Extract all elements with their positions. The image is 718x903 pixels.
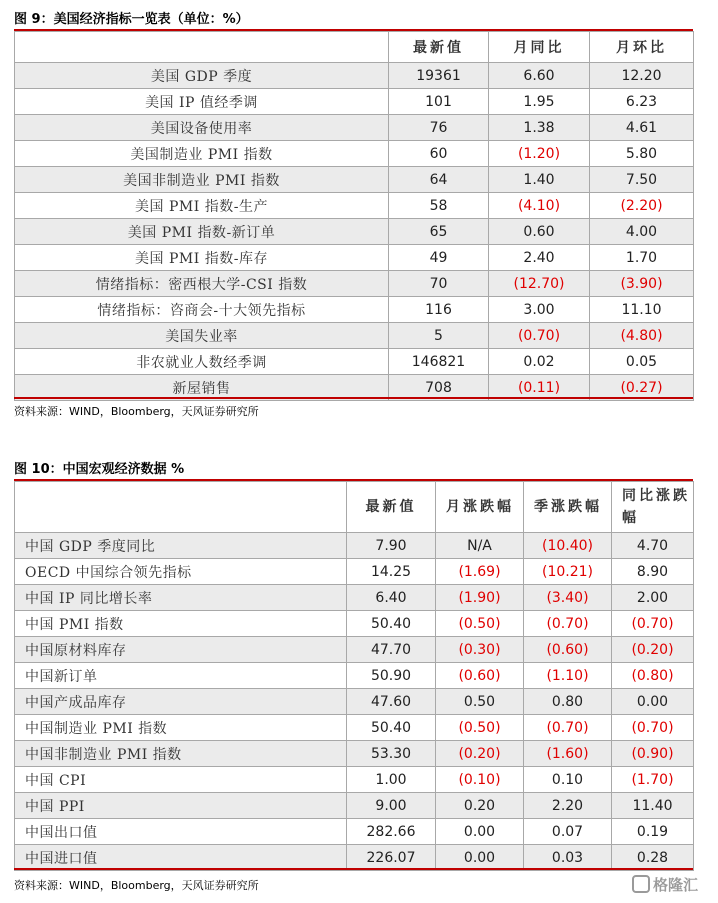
header-cell: 月环比 xyxy=(590,32,694,63)
table-row xyxy=(15,271,694,297)
value-cell: (0.70) xyxy=(524,611,612,637)
value-cell: (0.70) xyxy=(524,715,612,741)
row-label: 中国 PMI 指数 xyxy=(15,611,347,637)
value-cell: (4.80) xyxy=(590,323,694,349)
value-cell: 50.90 xyxy=(347,663,436,689)
table-row xyxy=(15,167,694,193)
value-cell: (0.11) xyxy=(489,375,590,401)
value-cell: 0.00 xyxy=(436,819,524,845)
figure9-source: 资料来源：WIND，Bloomberg，天风证券研究所 xyxy=(14,405,259,418)
row-label: 美国 IP 值经季调 xyxy=(15,89,389,115)
table-header-row xyxy=(15,482,694,533)
row-label: 中国 GDP 季度同比 xyxy=(15,533,347,559)
row-label: 中国 CPI xyxy=(15,767,347,793)
value-cell: (4.10) xyxy=(489,193,590,219)
table-row xyxy=(15,663,694,689)
us-economic-indicators-table xyxy=(14,31,694,401)
row-label: 中国制造业 PMI 指数 xyxy=(15,715,347,741)
value-cell: (1.69) xyxy=(436,559,524,585)
value-cell: 1.95 xyxy=(489,89,590,115)
value-cell: 49 xyxy=(389,245,489,271)
row-label: 美国非制造业 PMI 指数 xyxy=(15,167,389,193)
watermark xyxy=(632,874,698,895)
value-cell: (1.20) xyxy=(489,141,590,167)
table-row xyxy=(15,689,694,715)
header-cell: 最新值 xyxy=(347,482,436,533)
value-cell: 1.38 xyxy=(489,115,590,141)
value-cell: (0.50) xyxy=(436,611,524,637)
value-cell: (10.40) xyxy=(524,533,612,559)
value-cell: (0.60) xyxy=(436,663,524,689)
china-macro-data-table xyxy=(14,481,694,871)
row-label: 情绪指标：密西根大学-CSI 指数 xyxy=(15,271,389,297)
value-cell: 6.23 xyxy=(590,89,694,115)
row-label: 中国原材料库存 xyxy=(15,637,347,663)
value-cell: (1.70) xyxy=(612,767,694,793)
value-cell: 47.60 xyxy=(347,689,436,715)
row-label: 中国 PPI xyxy=(15,793,347,819)
value-cell: 0.20 xyxy=(436,793,524,819)
value-cell: 4.00 xyxy=(590,219,694,245)
table-row xyxy=(15,245,694,271)
value-cell: 116 xyxy=(389,297,489,323)
header-cell xyxy=(15,482,347,533)
value-cell: (2.20) xyxy=(590,193,694,219)
value-cell: (0.27) xyxy=(590,375,694,401)
value-cell: 226.07 xyxy=(347,845,436,871)
value-cell: (0.70) xyxy=(612,715,694,741)
header-cell: 季涨跌幅 xyxy=(524,482,612,533)
value-cell: 6.40 xyxy=(347,585,436,611)
value-cell: 2.00 xyxy=(612,585,694,611)
value-cell: 0.07 xyxy=(524,819,612,845)
value-cell: (0.20) xyxy=(612,637,694,663)
value-cell: 4.70 xyxy=(612,533,694,559)
header-cell: 月涨跌幅 xyxy=(436,482,524,533)
value-cell: 146821 xyxy=(389,349,489,375)
table-row xyxy=(15,297,694,323)
header-cell xyxy=(15,32,389,63)
value-cell: (0.90) xyxy=(612,741,694,767)
table-row xyxy=(15,193,694,219)
figure10-bottom-rule xyxy=(14,868,693,870)
value-cell: 0.03 xyxy=(524,845,612,871)
row-label: 美国 GDP 季度 xyxy=(15,63,389,89)
table-row xyxy=(15,715,694,741)
value-cell: 14.25 xyxy=(347,559,436,585)
value-cell: 2.40 xyxy=(489,245,590,271)
value-cell: 0.19 xyxy=(612,819,694,845)
table-row xyxy=(15,767,694,793)
row-label: 美国 PMI 指数-生产 xyxy=(15,193,389,219)
value-cell: 1.00 xyxy=(347,767,436,793)
gelonghui-logo-icon xyxy=(632,875,650,893)
value-cell: 7.50 xyxy=(590,167,694,193)
table-header-row xyxy=(15,32,694,63)
value-cell: (0.20) xyxy=(436,741,524,767)
value-cell: 11.10 xyxy=(590,297,694,323)
value-cell: (1.10) xyxy=(524,663,612,689)
figure9-title: 图 9：美国经济指标一览表（单位：%） xyxy=(14,12,249,27)
table-row xyxy=(15,611,694,637)
table-row xyxy=(15,637,694,663)
value-cell: 0.05 xyxy=(590,349,694,375)
figure10-title: 图 10：中国宏观经济数据 % xyxy=(14,462,185,477)
watermark-text: 格隆汇 xyxy=(653,876,699,894)
row-label: 中国出口值 xyxy=(15,819,347,845)
value-cell: (0.80) xyxy=(612,663,694,689)
value-cell: 19361 xyxy=(389,63,489,89)
row-label: 美国设备使用率 xyxy=(15,115,389,141)
header-cell: 同比涨跌幅 xyxy=(612,482,694,533)
table-row xyxy=(15,819,694,845)
row-label: 美国 PMI 指数-库存 xyxy=(15,245,389,271)
table-row xyxy=(15,533,694,559)
value-cell: (10.21) xyxy=(524,559,612,585)
value-cell: 64 xyxy=(389,167,489,193)
row-label: 中国进口值 xyxy=(15,845,347,871)
table-row xyxy=(15,89,694,115)
table-row xyxy=(15,219,694,245)
value-cell: 9.00 xyxy=(347,793,436,819)
value-cell: (12.70) xyxy=(489,271,590,297)
value-cell: 708 xyxy=(389,375,489,401)
value-cell: (0.30) xyxy=(436,637,524,663)
value-cell: (0.70) xyxy=(489,323,590,349)
value-cell: 5 xyxy=(389,323,489,349)
value-cell: 6.60 xyxy=(489,63,590,89)
value-cell: 0.28 xyxy=(612,845,694,871)
value-cell: (0.50) xyxy=(436,715,524,741)
row-label: 情绪指标：咨商会-十大领先指标 xyxy=(15,297,389,323)
value-cell: (0.10) xyxy=(436,767,524,793)
value-cell: 0.50 xyxy=(436,689,524,715)
value-cell: 12.20 xyxy=(590,63,694,89)
header-cell: 月同比 xyxy=(489,32,590,63)
value-cell: 58 xyxy=(389,193,489,219)
table-row xyxy=(15,141,694,167)
table-row xyxy=(15,349,694,375)
row-label: OECD 中国综合领先指标 xyxy=(15,559,347,585)
table-row xyxy=(15,845,694,871)
table-row xyxy=(15,559,694,585)
table-row xyxy=(15,115,694,141)
value-cell: 76 xyxy=(389,115,489,141)
value-cell: 2.20 xyxy=(524,793,612,819)
value-cell: 0.10 xyxy=(524,767,612,793)
value-cell: 0.80 xyxy=(524,689,612,715)
value-cell: 7.90 xyxy=(347,533,436,559)
value-cell: 101 xyxy=(389,89,489,115)
value-cell: 0.60 xyxy=(489,219,590,245)
value-cell: (3.90) xyxy=(590,271,694,297)
value-cell: 53.30 xyxy=(347,741,436,767)
value-cell: 5.80 xyxy=(590,141,694,167)
row-label: 美国失业率 xyxy=(15,323,389,349)
row-label: 非农就业人数经季调 xyxy=(15,349,389,375)
value-cell: 0.02 xyxy=(489,349,590,375)
table-row xyxy=(15,585,694,611)
value-cell: 1.40 xyxy=(489,167,590,193)
value-cell: (1.60) xyxy=(524,741,612,767)
value-cell: 4.61 xyxy=(590,115,694,141)
row-label: 美国制造业 PMI 指数 xyxy=(15,141,389,167)
value-cell: 50.40 xyxy=(347,611,436,637)
header-cell: 最新值 xyxy=(389,32,489,63)
value-cell: 11.40 xyxy=(612,793,694,819)
table-row xyxy=(15,741,694,767)
value-cell: 70 xyxy=(389,271,489,297)
value-cell: 47.70 xyxy=(347,637,436,663)
value-cell: N/A xyxy=(436,533,524,559)
row-label: 中国产成品库存 xyxy=(15,689,347,715)
row-label: 美国 PMI 指数-新订单 xyxy=(15,219,389,245)
value-cell: (1.90) xyxy=(436,585,524,611)
table-row xyxy=(15,323,694,349)
value-cell: (3.40) xyxy=(524,585,612,611)
value-cell: 0.00 xyxy=(436,845,524,871)
value-cell: 8.90 xyxy=(612,559,694,585)
value-cell: 1.70 xyxy=(590,245,694,271)
row-label: 中国新订单 xyxy=(15,663,347,689)
table-row xyxy=(15,63,694,89)
row-label: 中国非制造业 PMI 指数 xyxy=(15,741,347,767)
value-cell: (0.60) xyxy=(524,637,612,663)
table-row xyxy=(15,793,694,819)
value-cell: (0.70) xyxy=(612,611,694,637)
value-cell: 282.66 xyxy=(347,819,436,845)
row-label: 中国 IP 同比增长率 xyxy=(15,585,347,611)
figure10-source: 资料来源：WIND，Bloomberg，天风证券研究所 xyxy=(14,879,259,892)
value-cell: 65 xyxy=(389,219,489,245)
figure9-bottom-rule xyxy=(14,397,693,399)
value-cell: 0.00 xyxy=(612,689,694,715)
row-label: 新屋销售 xyxy=(15,375,389,401)
value-cell: 50.40 xyxy=(347,715,436,741)
value-cell: 60 xyxy=(389,141,489,167)
value-cell: 3.00 xyxy=(489,297,590,323)
